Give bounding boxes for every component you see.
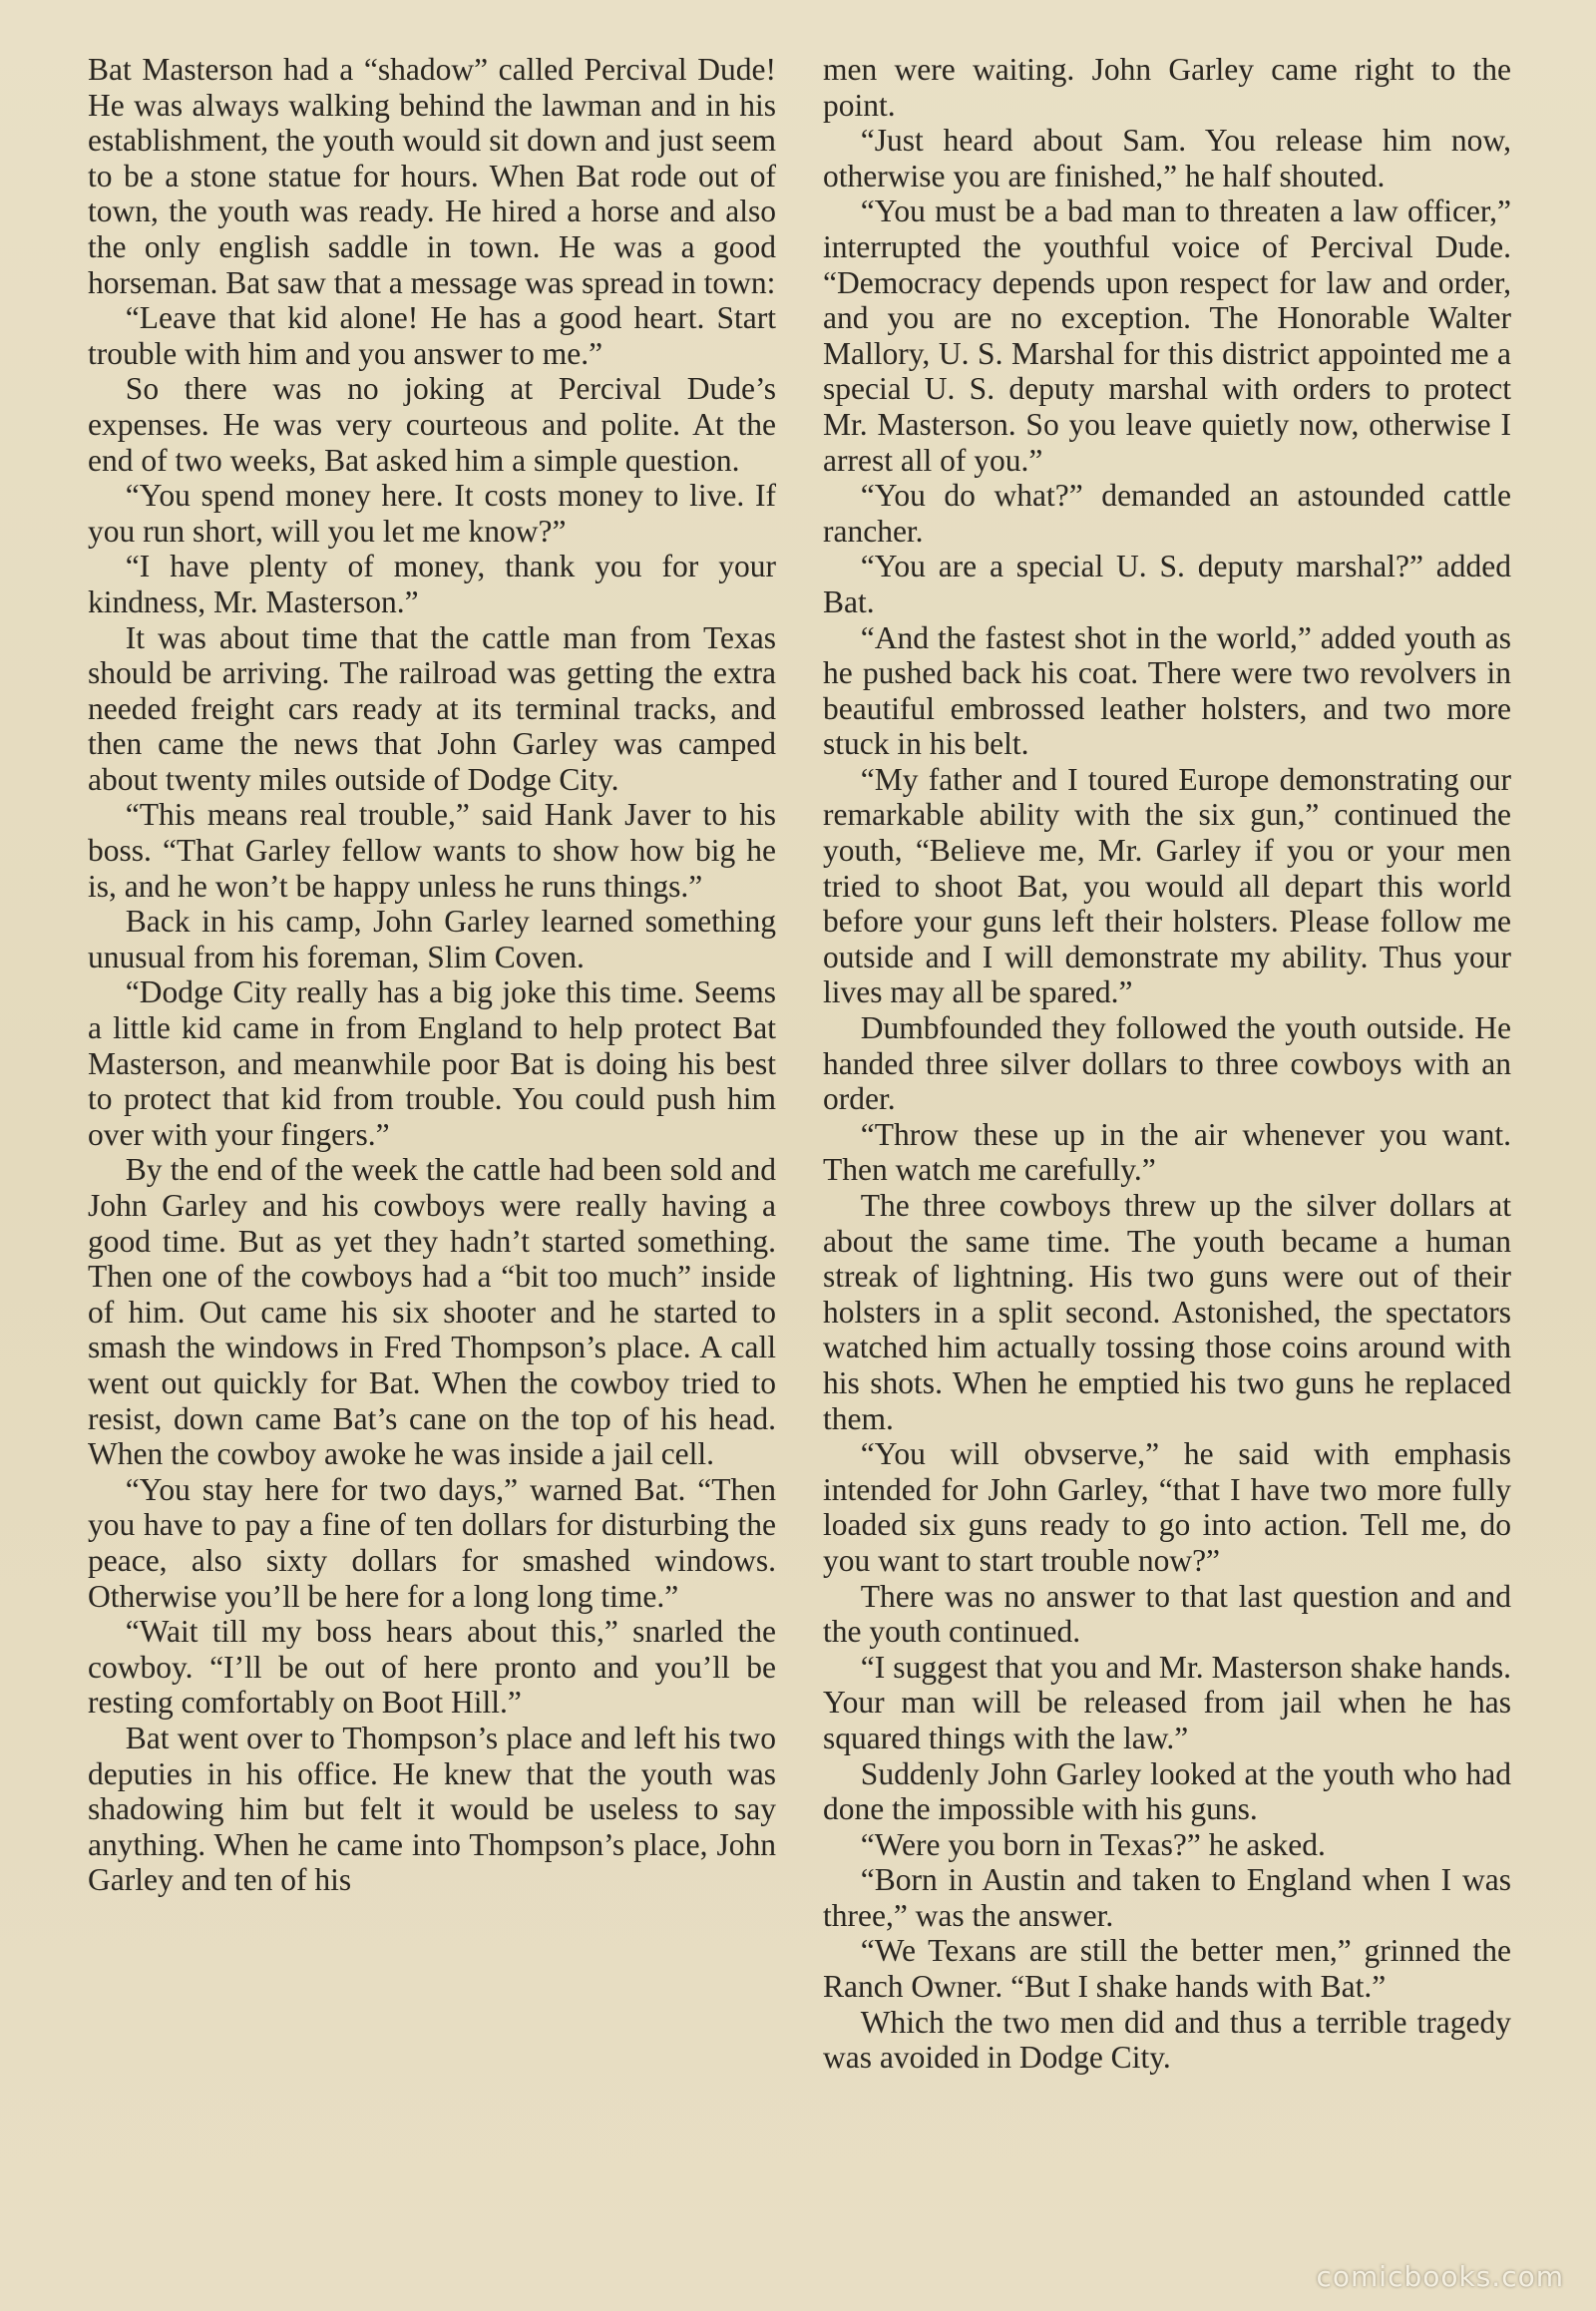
paragraph: men were waiting. John Garley came right to the point. [823, 52, 1511, 123]
paragraph: There was no answer to that last question and and the youth continued. [823, 1578, 1511, 1650]
paragraph: “Leave that kid alone! He has a good heart. Start trouble with him and you answer to me.” [88, 300, 776, 371]
paragraph: “My father and I toured Europe demonstrating our remarkable ability with the six gun,” continued the youth, “Believe me, Mr. Garley if you or your men tried to shoot Bat, you would all depart this world before your guns left their holsters. Please follow me outside and I will demonstrate my ability. Thus your lives may all be spared.” [823, 761, 1511, 1010]
paragraph: Which the two men did and thus a terrible tragedy was avoided in Dodge City. [823, 2004, 1511, 2076]
paragraph: By the end of the week the cattle had been sold and John Garley and his cowboys were really having a good time. But as yet they hadn’t started something. Then one of the cowboys had a “bit too much” inside of him. Out came his six shooter and he started to smash the windows in Fred Thompson’s place. A call went out quickly for Bat. When the cowboy tried to resist, down came Bat’s cane on the top of his head. When the cowboy awoke he was inside a jail cell. [88, 1152, 776, 1472]
paragraph: “You stay here for two days,” warned Bat. “Then you have to pay a fine of ten dollars for disturbing the peace, also sixty dollars for smashed windows. Otherwise you’ll be here for a long long time.” [88, 1471, 776, 1614]
paragraph: The three cowboys threw up the silver dollars at about the same time. The youth became a human streak of lightning. His two guns were out of their holsters in a split second. Astonished, the spectators watched him actually tossing those coins around with his shots. When he emptied his two guns he replaced them. [823, 1188, 1511, 1436]
left-column [88, 52, 776, 1898]
paragraph: “You are a special U. S. deputy marshal?” added Bat. [823, 549, 1511, 619]
paragraph: Dumbfounded they followed the youth outside. He handed three silver dollars to three cowboys with an order. [823, 1010, 1511, 1117]
watermark: comicbooks.com [1316, 2260, 1564, 2293]
paragraph: Bat went over to Thompson’s place and left his two deputies in his office. He knew that the youth was shadowing him but felt it would be useless to say anything. When he came into Thompson’s place, John Garley and ten of his [88, 1720, 776, 1898]
paragraph: “Wait till my boss hears about this,” snarled the cowboy. “I’ll be out of here pronto and you’ll be resting comfortably on Boot Hill.” [88, 1614, 776, 1721]
paragraph: Bat Masterson had a “shadow” called Percival Dude! He was always walking behind the lawman and in his establishment, the youth would sit down and just seem to be a stone statue for hours. When Bat rode out of town, the youth was ready. He hired a horse and also the only english saddle in town. He was a good horseman. Bat saw that a message was spread in town: [88, 52, 776, 300]
paragraph: It was about time that the cattle man from Texas should be arriving. The railroad was getting the extra needed freight cars ready at its terminal tracks, and then came the news that John Garley was camped about twenty miles outside of Dodge City. [88, 619, 776, 797]
paragraph: “Were you born in Texas?” he asked. [860, 1826, 1326, 1862]
paragraph: Suddenly John Garley looked at the youth who had done the impossible with his guns. [823, 1755, 1511, 1827]
paragraph: “You must be a bad man to threaten a law officer,” interrupted the youthful voice of Percival Dude. “Democracy depends upon respect for law and order, and you are no exception. The Honorable Walter Mallory, U. S. Marshal for this district appointed me a special U. S. deputy marshal with orders to protect Mr. Masterson. So you leave quietly now, otherwise I arrest all of you.” [823, 193, 1511, 478]
paragraph: “This means real trouble,” said Hank Javer to his boss. “That Garley fellow wants to show how big he is, and he won’t be happy unless he runs things.” [88, 797, 776, 904]
paragraph: “We Texans are still the better men,” grinned the Ranch Owner. “But I shake hands with Bat.” [823, 1933, 1511, 2005]
paragraph: “I suggest that you and Mr. Masterson shake hands. Your man will be released from jail when he has squared things with the law.” [823, 1649, 1511, 1755]
paragraph: “And the fastest shot in the world,” added youth as he pushed back his coat. There were two revolvers in beautiful embrossed leather holsters, and two more stuck in his belt. [823, 619, 1511, 762]
right-column [823, 52, 1511, 2076]
paragraph: “Throw these up in the air whenever you want. Then watch me carefully.” [823, 1116, 1511, 1188]
paragraph: So there was no joking at Percival Dude’s expenses. He was very courteous and polite. At the end of two weeks, Bat asked him a simple question. [88, 371, 776, 478]
paragraph: “You do what?” demanded an astounded cattle rancher. [823, 478, 1511, 549]
paragraph: “Dodge City really has a big joke this time. Seems a little kid came in from England to help protect Bat Masterson, and meanwhile poor Bat is doing his best to protect that kid from trouble. You could push him over with your fingers.” [88, 974, 776, 1152]
paragraph: Back in his camp, John Garley learned something unusual from his foreman, Slim Coven. [88, 904, 776, 974]
paragraph: “Just heard about Sam. You release him now, otherwise you are finished,” he half shouted. [823, 123, 1511, 193]
paragraph: “You will obvserve,” he said with emphasis intended for John Garley, “that I have two more fully loaded six guns ready to go into action. Tell me, do you want to start trouble now?” [823, 1436, 1511, 1578]
paragraph: “You spend money here. It costs money to live. If you run short, will you let me know?” [88, 478, 776, 549]
paragraph: “I have plenty of money, thank you for your kindness, Mr. Masterson.” [88, 549, 776, 619]
paragraph: “Born in Austin and taken to England when I was three,” was the answer. [823, 1862, 1511, 1933]
